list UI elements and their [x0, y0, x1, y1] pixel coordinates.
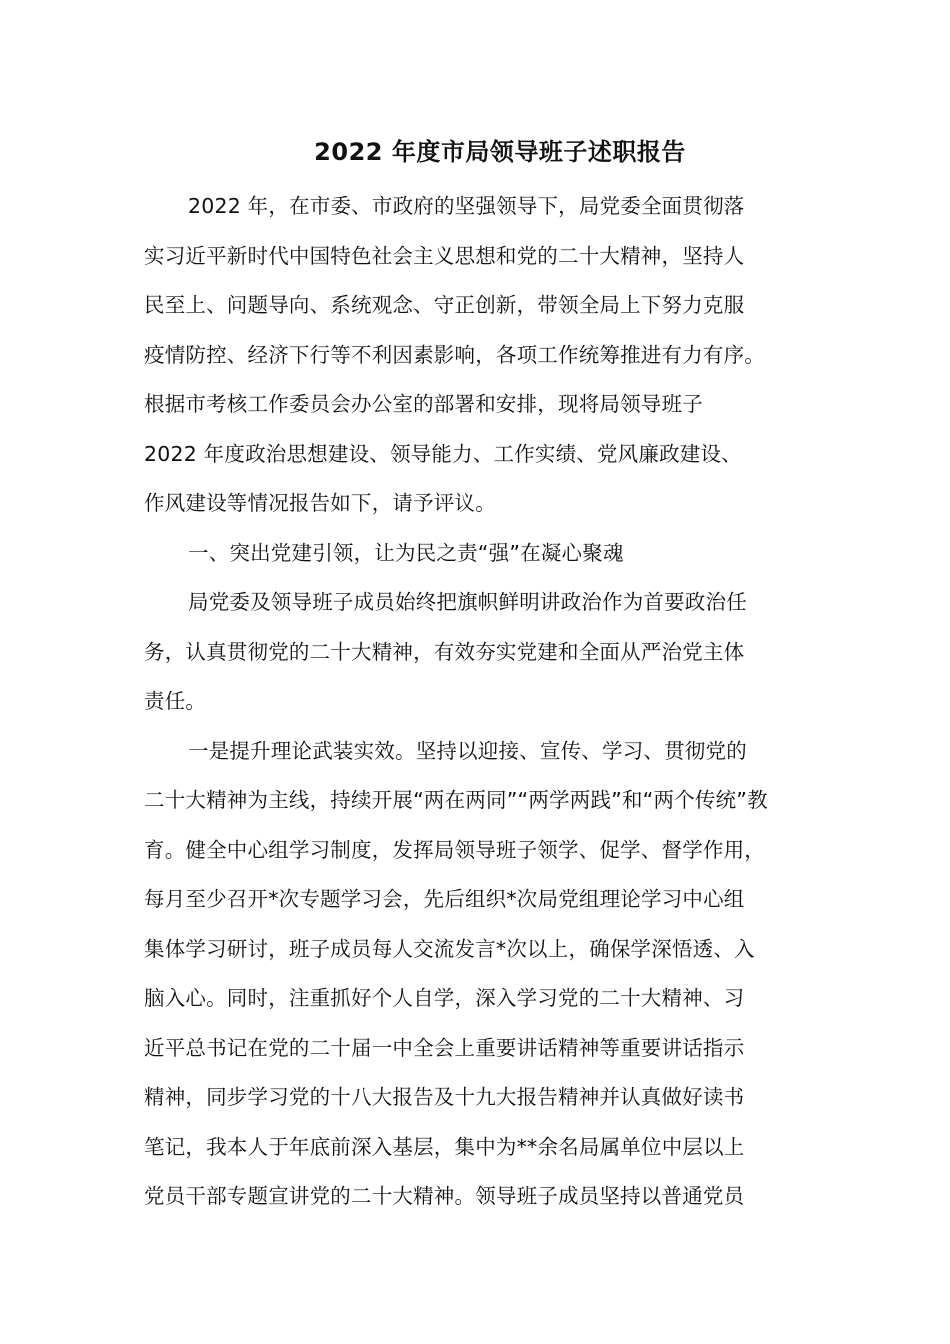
text-line: 民至上、问题导向、系统观念、守正创新，带领全局上下努力克服 — [144, 293, 745, 317]
text-line: 实习近平新时代中国特色社会主义思想和党的二十大精神，坚持人 — [144, 243, 745, 268]
text-line: 脑入心。同时，注重抓好个人自学，深入学习党的二十大精神、习 — [144, 986, 745, 1010]
text-line: 集体学习研讨，班子成员每人交流发言*次以上，确保学深悟透、入 — [144, 936, 755, 961]
text-line: 每月至少召开*次专题学习会，先后组织*次局党组理论学习中心组 — [144, 887, 745, 911]
text-line: 一、突出党建引领，让为民之责“强”在凝心聚魂 — [188, 540, 624, 565]
text-line: 二十大精神为主线，持续开展“两在两同”“两学两践”和“两个传统”教 — [144, 788, 768, 812]
text-line: 精神，同步学习党的十八大报告及十九大报告精神并认真做好读书 — [144, 1085, 745, 1109]
document-body — [144, 182, 834, 1222]
text-line: 党员干部专题宣讲党的二十大精神。领导班子成员坚持以普通党员 — [144, 1184, 745, 1208]
text-line: 2022 年，在市委、市政府的坚强领导下，局党委全面贯彻落 — [188, 194, 745, 218]
document-title: 2022 年度市局领导班子述职报告 — [314, 138, 686, 166]
text-line: 务，认真贯彻党的二十大精神，有效夯实党建和全面从严治党主体 — [144, 639, 745, 664]
text-line: 育。健全中心组学习制度，发挥局领导班子领学、促学、督学作用， — [144, 837, 765, 862]
text-line: 根据市考核工作委员会办公室的部署和安排，现将局领导班子 — [144, 392, 703, 416]
text-line: 责任。 — [144, 689, 207, 713]
text-line: 局党委及领导班子成员始终把旗帜鲜明讲政治作为首要政治任 — [188, 590, 747, 614]
text-line: 作风建设等情况报告如下，请予评议。 — [144, 491, 496, 515]
text-line: 疫情防控、经济下行等不利因素影响，各项工作统筹推进有力有序。 — [144, 342, 765, 367]
text-line: 笔记，我本人于年底前深入基层，集中为**余名局属单位中层以上 — [144, 1134, 745, 1159]
text-line: 近平总书记在党的二十届一中全会上重要讲话精神等重要讲话指示 — [144, 1035, 745, 1060]
text-line: 一是提升理论武装实效。坚持以迎接、宣传、学习、贯彻党的 — [188, 738, 747, 763]
text-line: 2022 年度政治思想建设、领导能力、工作实绩、党风廉政建设、 — [144, 441, 742, 466]
